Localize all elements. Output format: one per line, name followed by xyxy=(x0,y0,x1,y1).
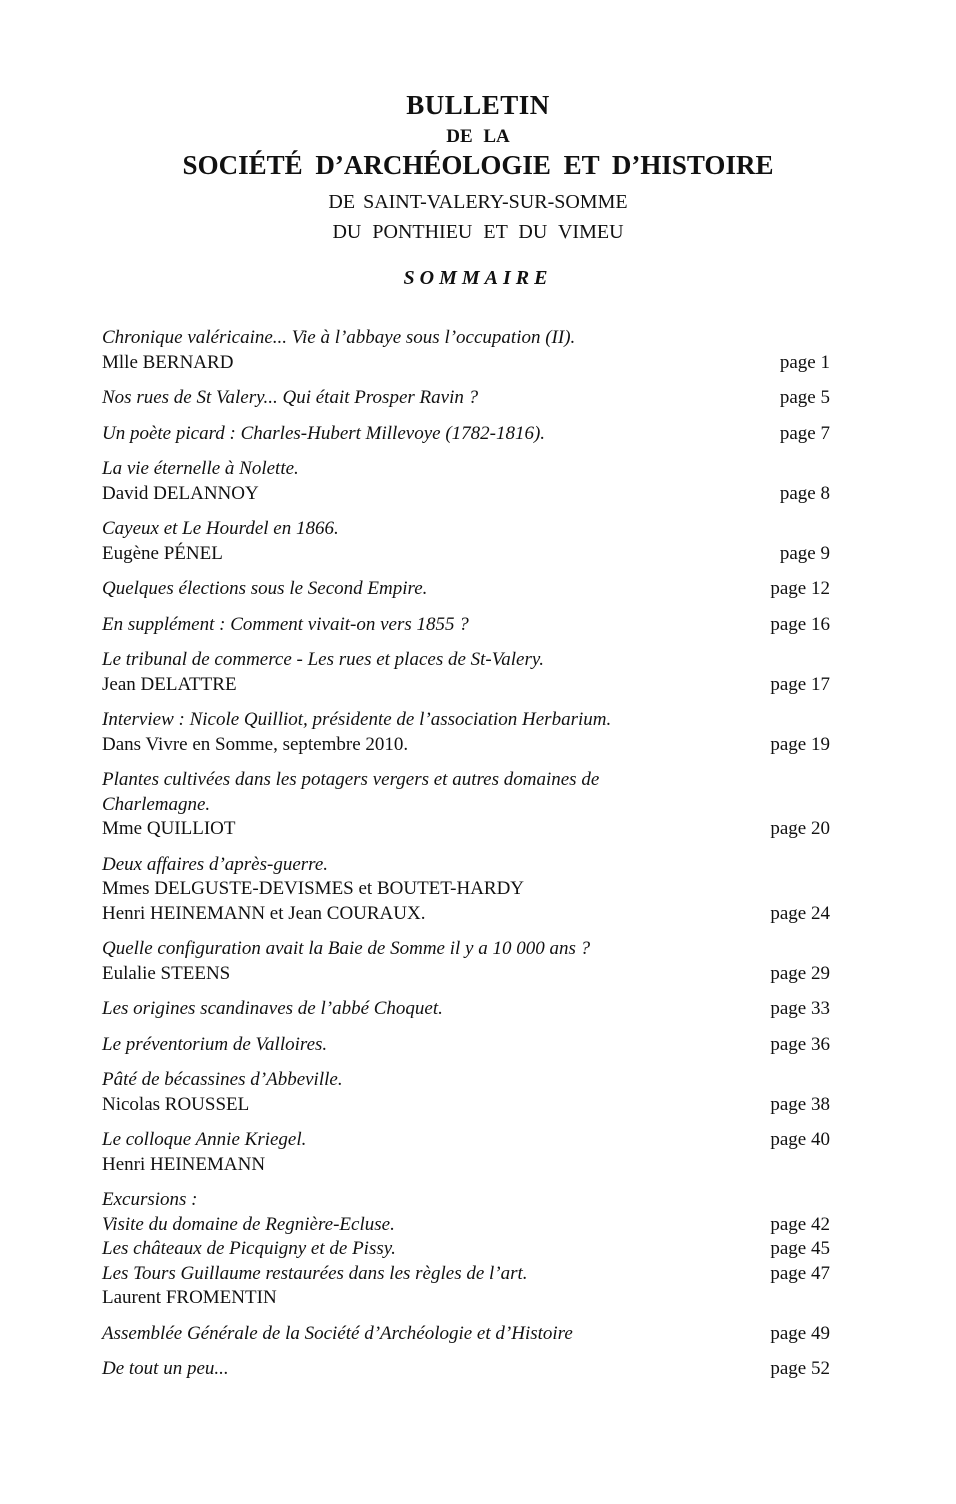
toc-line-text: Quelle configuration avait la Baie de Somme il y a 10 000 ans ? xyxy=(102,938,591,959)
toc-author-line xyxy=(102,673,830,698)
toc-title-line xyxy=(102,1357,830,1382)
toc-line-text: Mmes DELGUSTE-DEVISMES et BOUTET-HARDY xyxy=(102,878,525,899)
toc-title-line xyxy=(102,1322,830,1347)
toc-page-number: page 12 xyxy=(770,578,830,599)
toc-entry xyxy=(102,853,830,927)
toc-author-line xyxy=(102,1093,830,1118)
toc-author-line xyxy=(102,482,830,507)
subtitle-ponthieu: DU PONTHIEU ET DU VIMEU xyxy=(332,221,624,243)
toc-title-line xyxy=(102,1128,830,1153)
toc-line-text: Cayeux et Le Hourdel en 1866. xyxy=(102,518,339,539)
toc-line-text: Henri HEINEMANN xyxy=(102,1153,266,1175)
toc-page-number: page 40 xyxy=(770,1129,830,1150)
toc-title-line xyxy=(102,613,830,638)
toc-line-text: Quelques élections sous le Second Empire. xyxy=(102,578,428,599)
toc-entry xyxy=(102,1068,830,1117)
toc-title-line xyxy=(102,708,830,733)
toc-entry xyxy=(102,1033,830,1058)
toc-line-text: Les châteaux de Picquigny et de Pissy. xyxy=(102,1238,396,1259)
toc-page-number: page 19 xyxy=(770,733,830,755)
toc-page-number: page 7 xyxy=(779,422,830,444)
toc-entry xyxy=(102,768,830,842)
toc-line-text: Assemblée Générale de la Société d’Archéologie et d’Histoire xyxy=(102,1322,573,1344)
toc-line-text: Nicolas ROUSSEL xyxy=(102,1093,250,1115)
toc-author-line xyxy=(102,962,830,987)
toc-title-line xyxy=(102,326,830,351)
toc-title-line xyxy=(102,937,830,962)
toc-page-number: page 1 xyxy=(779,351,830,373)
toc-line-text: Eulalie STEENS xyxy=(102,962,231,984)
toc-title-line xyxy=(102,997,830,1022)
toc-author-line xyxy=(102,817,830,842)
toc-line-text: Le colloque Annie Kriegel. xyxy=(102,1129,307,1150)
toc-entry xyxy=(102,386,830,411)
toc-author-line xyxy=(102,542,830,567)
toc-entry xyxy=(102,326,830,375)
toc-page-number: page 29 xyxy=(770,962,830,984)
toc-line-text: Deux affaires d’après-guerre. xyxy=(102,853,329,875)
toc-title-line xyxy=(102,1033,830,1058)
toc-line-text: Charlemagne. xyxy=(102,793,211,815)
toc-entry xyxy=(102,937,830,986)
toc-author-line xyxy=(102,877,830,902)
toc-author-line xyxy=(102,733,830,758)
toc-title-line xyxy=(102,1237,830,1262)
toc-entry xyxy=(102,648,830,697)
toc-entry xyxy=(102,997,830,1022)
toc-line-text: Le préventorium de Valloires. xyxy=(102,1033,328,1055)
toc-page-number: page 49 xyxy=(770,1322,830,1344)
toc-line-text: Visite du domaine de Regnière-Ecluse. xyxy=(102,1213,395,1235)
toc-title-line xyxy=(102,1213,830,1238)
toc-line-text: Jean DELATTRE xyxy=(102,673,237,695)
toc-line-text: Pâté de bécassines d’Abbeville. xyxy=(102,1069,343,1090)
toc-page-number: page 24 xyxy=(770,902,830,924)
toc-title-line xyxy=(102,648,830,673)
toc-title-line xyxy=(102,386,830,411)
toc-title-line xyxy=(102,853,830,878)
title-de-la: DE LA xyxy=(446,126,510,147)
toc-title-line xyxy=(102,577,830,602)
toc-entry xyxy=(102,577,830,602)
toc-entry xyxy=(102,1188,830,1311)
toc-line-text: Mme QUILLIOT xyxy=(102,818,236,839)
toc-title-line xyxy=(102,422,830,447)
toc-author-line xyxy=(102,1286,830,1311)
toc-page-number: page 5 xyxy=(779,387,830,408)
toc-entry xyxy=(102,613,830,638)
toc-title-line xyxy=(102,457,830,482)
toc-entry xyxy=(102,1128,830,1177)
toc-page-number: page 45 xyxy=(770,1238,830,1259)
toc-line-text: Les origines scandinaves de l’abbé Choquet. xyxy=(102,998,443,1019)
toc-line-text: La vie éternelle à Nolette. xyxy=(102,458,299,479)
toc-line-text: Nos rues de St Valery... Qui était Prosper Ravin ? xyxy=(102,387,479,408)
toc-line-text: Interview : Nicole Quilliot, présidente de l’association Herbarium. xyxy=(102,709,612,730)
toc-line-text: Excursions : xyxy=(102,1189,198,1210)
toc-page-number: page 52 xyxy=(770,1358,830,1379)
toc-page-number: page 16 xyxy=(770,613,830,635)
toc-entry xyxy=(102,1357,830,1382)
toc-title-line xyxy=(102,1262,830,1287)
toc-title-line xyxy=(102,768,830,793)
toc-author-line xyxy=(102,902,830,927)
toc-line-text: Plantes cultivées dans les potagers vergers et autres domaines de xyxy=(102,769,600,790)
toc-page-number: page 36 xyxy=(770,1033,830,1055)
title-societe: SOCIÉTÉ D’ARCHÉOLOGIE ET D’HISTOIRE xyxy=(182,150,774,180)
toc-line-text: Mlle BERNARD xyxy=(102,351,234,373)
toc-line-text: En supplément : Comment vivait-on vers 1855 ? xyxy=(102,613,469,635)
table-of-contents xyxy=(102,326,830,1393)
title-bulletin: BULLETIN xyxy=(406,90,550,120)
toc-line-text: Un poète picard : Charles-Hubert Millevoye (1782-1816). xyxy=(102,422,546,444)
toc-title-line xyxy=(102,1188,830,1213)
toc-line-text: Les Tours Guillaume restaurées dans les règles de l’art. xyxy=(102,1262,528,1284)
toc-page-number: page 42 xyxy=(770,1213,830,1235)
toc-line-text: Chronique valéricaine... Vie à l’abbaye sous l’occupation (II). xyxy=(102,327,576,348)
toc-author-line xyxy=(102,351,830,376)
toc-line-text: De tout un peu... xyxy=(102,1358,229,1379)
subtitle-saint-valery: DE SAINT-VALERY-SUR-SOMME xyxy=(328,191,628,213)
toc-entry xyxy=(102,457,830,506)
toc-entry xyxy=(102,1322,830,1347)
toc-line-text: Dans Vivre en Somme, septembre 2010. xyxy=(102,733,409,755)
toc-line-text: Eugène PÉNEL xyxy=(102,542,223,564)
toc-line-text: David DELANNOY xyxy=(102,482,259,504)
toc-line-text: Le tribunal de commerce - Les rues et places de St-Valery. xyxy=(102,649,545,670)
toc-page-number: page 8 xyxy=(779,482,830,504)
toc-page-number: page 20 xyxy=(770,818,830,839)
toc-page-number: page 17 xyxy=(770,673,830,695)
toc-title-line xyxy=(102,517,830,542)
toc-author-line xyxy=(102,1153,830,1178)
toc-page-number: page 9 xyxy=(779,542,830,564)
toc-page-number: page 38 xyxy=(770,1093,830,1115)
toc-page-number: page 47 xyxy=(770,1262,830,1284)
toc-entry xyxy=(102,517,830,566)
toc-line-text: Henri HEINEMANN et Jean COURAUX. xyxy=(102,902,426,924)
sommaire-heading: SOMMAIRE xyxy=(403,267,553,289)
toc-entry xyxy=(102,708,830,757)
toc-line-text: Laurent FROMENTIN xyxy=(102,1287,277,1308)
toc-page-number: page 33 xyxy=(770,998,830,1019)
toc-entry xyxy=(102,422,830,447)
toc-title-line xyxy=(102,793,830,818)
toc-title-line xyxy=(102,1068,830,1093)
